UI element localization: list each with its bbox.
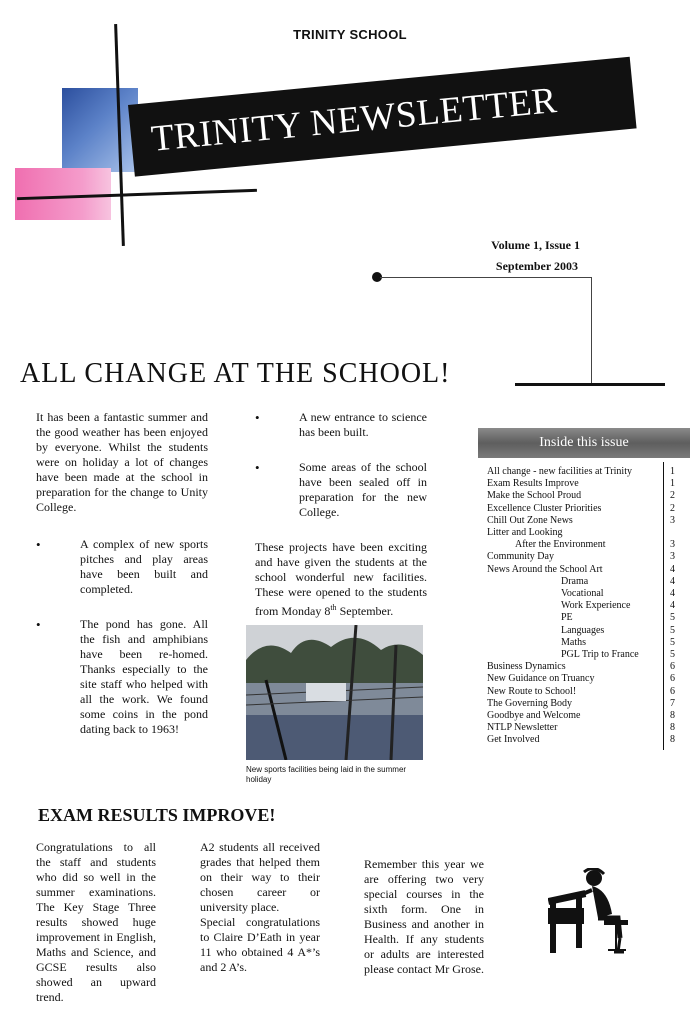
toc-item-page: 5 xyxy=(670,636,675,648)
toc-item-label: Litter and Looking xyxy=(487,527,563,539)
toc-item xyxy=(487,686,675,698)
toc-item-page: 8 xyxy=(670,710,675,722)
toc-item-label: Work Experience xyxy=(561,600,631,612)
toc-item-label: Community Day xyxy=(487,551,554,563)
toc-item xyxy=(487,710,675,722)
toc-item xyxy=(487,551,675,563)
toc-item-label: Maths xyxy=(561,636,586,648)
section-rule xyxy=(515,383,665,386)
toc-item-label: Excellence Cluster Priorities xyxy=(487,502,602,514)
newsletter-title: TRINITY NEWSLETTER xyxy=(149,79,559,160)
exam-paragraph: Special congratulations to Claire D’Eath in year 11 who obtained 4 A*’s and 2 A’s. xyxy=(200,915,320,974)
toc-item xyxy=(487,539,675,551)
toc-item xyxy=(487,515,675,527)
toc-item-page: 4 xyxy=(670,575,675,587)
lead-closing xyxy=(255,540,427,619)
toc-item-page: 6 xyxy=(670,685,675,697)
lead-headline: ALL CHANGE AT THE SCHOOL! xyxy=(20,358,451,389)
toc-item-page: 4 xyxy=(670,588,675,600)
bullet-list-middle xyxy=(255,410,427,520)
toc-item-label: PGL Trip to France xyxy=(561,649,639,661)
toc-item-page: 6 xyxy=(670,661,675,673)
bullet-item: • Some areas of the school have been sealed off in preparation for the new College. xyxy=(255,460,427,520)
exam-column-3 xyxy=(364,857,484,977)
lead-column-left xyxy=(36,410,208,757)
toc-item-page: 2 xyxy=(670,502,675,514)
closing-text: These projects have been exciting and have given the students at the school wonderful new facilities. These were opened to the students from Monday 8 xyxy=(255,540,427,618)
toc-item-label: After the Environment xyxy=(515,539,606,551)
toc-item xyxy=(487,722,675,734)
school-name: TRINITY SCHOOL xyxy=(293,27,407,42)
toc-item-label: Make the School Proud xyxy=(487,490,582,502)
toc-item xyxy=(487,612,675,624)
toc-item-page: 4 xyxy=(670,563,675,575)
toc-item xyxy=(487,490,675,502)
toc-item-page: 5 xyxy=(670,624,675,636)
toc-item xyxy=(487,576,675,588)
exam-paragraph: A2 students all received grades that helped them on their way to their chosen career or university place. xyxy=(200,840,320,914)
lead-intro: It has been a fantastic summer and the good weather has been enjoyed by everyone. Whilst the students were on holiday a lot of changes have been made at the school in preparation for the change to Unity College. xyxy=(36,410,208,514)
connector-line-vertical xyxy=(591,277,592,384)
toc-item-label: Vocational xyxy=(561,588,604,600)
toc-item-label: Languages xyxy=(561,624,605,636)
toc-item xyxy=(487,600,675,612)
toc-item-page: 2 xyxy=(670,490,675,502)
toc-item-label: Drama xyxy=(561,575,589,587)
newsletter-banner xyxy=(128,57,637,177)
toc-list xyxy=(487,466,675,747)
exam-column-2 xyxy=(200,840,320,975)
toc-item xyxy=(487,466,675,478)
toc-item xyxy=(487,625,675,637)
toc-item-label: News Around the School Art xyxy=(487,563,603,575)
toc-item-label: Chill Out Zone News xyxy=(487,514,573,526)
toc-item-label: New Route to School! xyxy=(487,685,577,697)
issue-date: September 2003 xyxy=(495,259,578,273)
exam-column-1 xyxy=(36,840,156,1005)
toc-item-page: 5 xyxy=(670,612,675,624)
toc-item xyxy=(487,637,675,649)
toc-item-page xyxy=(663,527,675,539)
toc-item-label: The Governing Body xyxy=(487,697,572,709)
lead-column-middle xyxy=(255,410,427,641)
toc-item-page: 6 xyxy=(670,673,675,685)
student-at-desk-clipart xyxy=(548,868,648,963)
toc-item xyxy=(487,478,675,490)
toc-item xyxy=(487,503,675,515)
toc-item-page: 3 xyxy=(670,539,675,551)
photo-caption: New sports facilities being laid in the summer holiday xyxy=(246,765,407,784)
toc-item-label: Exam Results Improve xyxy=(487,478,579,490)
toc-item-page: 8 xyxy=(670,734,675,746)
exam-paragraph: Remember this year we are offering two very special courses in the sixth form. One in Business and another in Health. If any students or adults are interested please contact Mr Grose. xyxy=(364,857,484,976)
bullet-item: • The pond has gone. All the fish and amphibians have been re-homed. Thanks especially to the site staff who helped with all the work. We found some coins in the pond dating back to 1963! xyxy=(36,617,208,737)
toc-item-page: 3 xyxy=(670,514,675,526)
toc-item-label: Business Dynamics xyxy=(487,661,566,673)
student-icon xyxy=(548,868,648,958)
toc-item-page: 3 xyxy=(670,551,675,563)
toc-item-label: NTLP Newsletter xyxy=(487,722,558,734)
toc-item xyxy=(487,564,675,576)
toc-item-page: 1 xyxy=(670,478,675,490)
toc-item xyxy=(487,661,675,673)
volume-issue: Volume 1, Issue 1 xyxy=(491,238,580,252)
sports-facilities-photo xyxy=(246,625,423,760)
exam-headline: EXAM RESULTS IMPROVE! xyxy=(38,805,276,825)
closing-text-end: September. xyxy=(336,604,394,618)
toc-item-label: PE xyxy=(561,612,573,624)
closing-superscript: th xyxy=(330,603,337,612)
bullet-item: • A complex of new sports pitches and play areas have been built and completed. xyxy=(36,537,208,597)
bullet-list-left xyxy=(36,537,208,737)
toc-heading: Inside this issue xyxy=(478,428,690,458)
toc-item xyxy=(487,649,675,661)
toc-item-page: 1 xyxy=(670,466,675,477)
connector-line-horizontal xyxy=(380,277,592,278)
toc-item-page: 8 xyxy=(670,722,675,734)
toc-item-page: 4 xyxy=(670,600,675,612)
toc-item xyxy=(487,527,675,539)
toc-item-label: Get Involved xyxy=(487,734,540,746)
toc-item xyxy=(487,588,675,600)
toc-item-page: 5 xyxy=(670,649,675,661)
toc-item-page: 7 xyxy=(670,697,675,709)
toc-item xyxy=(487,734,675,746)
toc-item xyxy=(487,673,675,685)
decorative-blue-block xyxy=(62,88,138,172)
bullet-item: • A new entrance to science has been built. xyxy=(255,410,427,440)
toc-item xyxy=(487,698,675,710)
exam-paragraph: Congratulations to all the staff and students who did so well in the summer examinations. The Key Stage Three results showed huge improvement in English, Maths and Science, and GCSE results also showed an upward trend. xyxy=(36,840,156,1004)
toc-item-label: All change - new facilities at Trinity xyxy=(487,466,632,477)
toc-item-label: Goodbye and Welcome xyxy=(487,710,581,722)
toc-item-label: New Guidance on Truancy xyxy=(487,673,595,685)
photo-illustration xyxy=(246,625,423,760)
